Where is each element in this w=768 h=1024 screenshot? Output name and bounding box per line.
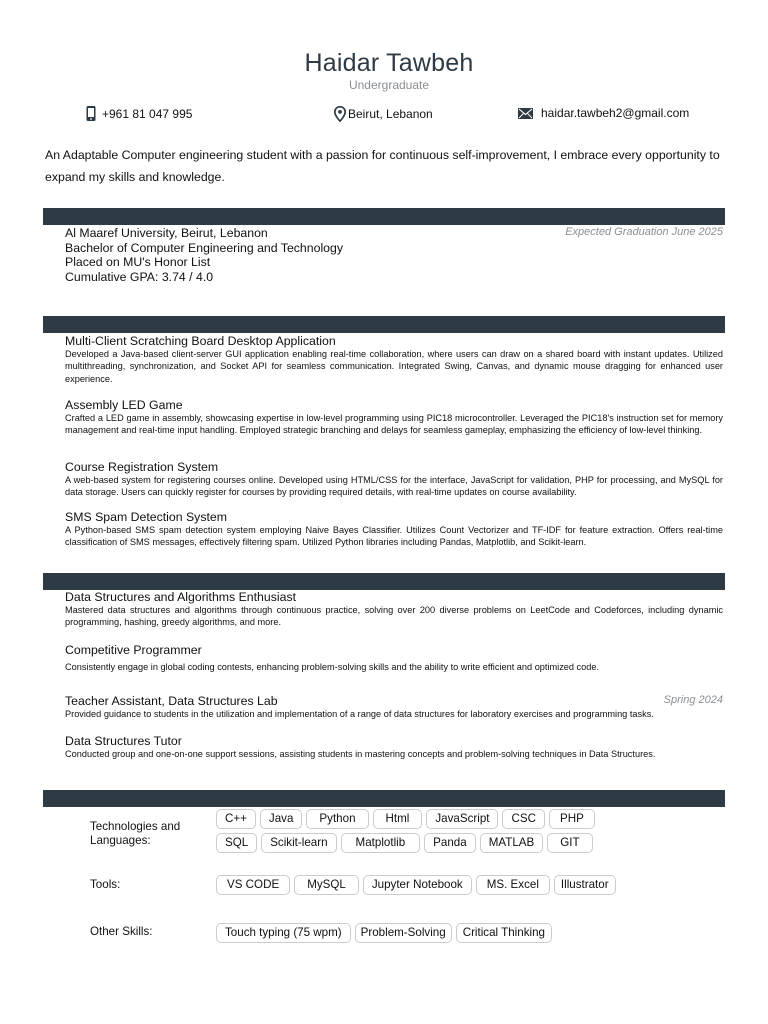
contact-email xyxy=(518,106,689,120)
skill-chip: SQL xyxy=(216,833,257,853)
experience-title: Data Structures and Algorithms Enthusiast xyxy=(65,590,297,604)
project-description: A web-based system for registering courses online. Developed using HTML/CSS for the interface, JavaScript for validation, PHP for processing, and MySQL for data storage. Users can quickly register for courses by providing required details, with real-time updates on course availability. xyxy=(65,475,723,498)
other-skill-chip: Problem-Solving xyxy=(355,923,452,943)
experience-title: Teacher Assistant, Data Structures Lab xyxy=(65,694,278,708)
education-entry xyxy=(65,226,723,284)
location-pin-icon xyxy=(334,106,346,122)
tool-chip: Jupyter Notebook xyxy=(363,875,472,895)
tool-chip: VS CODE xyxy=(216,875,290,895)
project-item xyxy=(65,460,723,499)
tool-chip: Illustrator xyxy=(554,875,616,895)
skills-label-technologies: Technologies and Languages: xyxy=(90,820,181,847)
experience-item xyxy=(65,694,723,720)
section-bar-education xyxy=(43,208,725,225)
section-bar-projects xyxy=(43,316,725,333)
honor-list: Placed on MU's Honor List xyxy=(65,255,211,270)
project-title: SMS Spam Detection System xyxy=(65,510,227,524)
experience-description: Provided guidance to students in the utilization and implementation of a range of data structures for laboratory exercises and programming tasks. xyxy=(65,709,654,719)
phone-text: +961 81 047 995 xyxy=(102,106,193,121)
experience-description: Consistently engage in global coding contests, enhancing problem-solving skills and the ability to write efficient and optimized code. xyxy=(65,662,600,672)
location-text: Beirut, Lebanon xyxy=(348,107,433,121)
other-skill-chip: Critical Thinking xyxy=(456,923,552,943)
project-item xyxy=(65,334,723,385)
skill-chip: Matplotlib xyxy=(341,833,421,853)
skills-label-other: Other Skills: xyxy=(90,925,153,938)
email-link[interactable]: haidar.tawbeh2@gmail.com xyxy=(541,106,690,120)
skill-chip: GIT xyxy=(547,833,592,853)
gpa: Cumulative GPA: 3.74 / 4.0 xyxy=(65,269,214,284)
experience-item xyxy=(65,643,723,673)
candidate-name: Haidar Tawbeh xyxy=(304,49,474,77)
contact-phone xyxy=(86,106,192,121)
envelope-icon xyxy=(518,108,533,119)
degree-name: Bachelor of Computer Engineering and Technology xyxy=(65,240,344,255)
tool-chip: MySQL xyxy=(294,875,359,895)
skill-chip: PHP xyxy=(549,809,595,829)
project-description: Developed a Java-based client-server GUI application enabling real-time collaboration, where users can draw on a shared board with instant updates. Utilized multithreading, synchronization, and Socket API for seamless communication. Integrated Swing, Canvas, and dynamic mouse dragging for enhanced user experience. xyxy=(65,349,723,384)
project-item xyxy=(65,510,723,549)
project-title: Multi-Client Scratching Board Desktop Application xyxy=(65,334,336,348)
contact-location xyxy=(334,106,433,122)
skill-chip: Panda xyxy=(424,833,476,853)
project-title: Assembly LED Game xyxy=(65,398,183,412)
tech-chip-row-2 xyxy=(216,833,593,853)
skill-chip: Scikit-learn xyxy=(261,833,336,853)
skill-chip: Java xyxy=(260,809,303,829)
project-description: Crafted a LED game in assembly, showcasing expertise in low-level programming using PIC18 microcontroller. Leveraged the PIC18's instruction set for memory management and real-time input handling. Employed strategic branching and delays for seamless gameplay, emphasizing the efficiency of low-level thinking. xyxy=(65,413,723,436)
skill-chip: JavaScript xyxy=(426,809,498,829)
skill-chip: Html xyxy=(373,809,423,829)
project-item xyxy=(65,398,723,437)
phone-icon xyxy=(86,106,96,121)
experience-description: Mastered data structures and algorithms through continuous practice, solving over 200 diverse problems on LeetCode and Codeforces, including dynamic programming, hashing, greedy algorithms, and more. xyxy=(65,605,723,628)
university-name: Al Maaref University, Beirut, Lebanon xyxy=(65,226,268,240)
graduation-date: Expected Graduation June 2025 xyxy=(565,226,723,238)
section-bar-experience xyxy=(43,573,725,590)
skill-chip: C++ xyxy=(216,809,256,829)
experience-title: Competitive Programmer xyxy=(65,643,202,657)
tool-chip: MS. Excel xyxy=(476,875,550,895)
experience-item xyxy=(65,734,723,760)
profile-summary: An Adaptable Computer engineering student with a passion for continuous self-improvement, I embrace every opportunity to expand my skills and knowledge. xyxy=(45,148,720,184)
tech-chip-row-1 xyxy=(216,809,595,829)
experience-description: Conducted group and one-on-one support sessions, assisting students in mastering concepts and problem-solving techniques in Data Structures. xyxy=(65,749,656,759)
project-description: A Python-based SMS spam detection system employing Naive Bayes Classifier. Utilizes Count Vectorizer and TF-IDF for feature extraction. Offers real-time classification of SMS messages, effectively filtering spam. Utilized Python libraries including Pandas, Matplotlib, and Scikit-learn. xyxy=(65,525,723,548)
skill-chip: MATLAB xyxy=(480,833,544,853)
section-bar-skills xyxy=(43,790,725,807)
experience-title: Data Structures Tutor xyxy=(65,734,182,748)
other-skills-chip-row xyxy=(216,923,552,943)
skill-chip: Python xyxy=(306,809,368,829)
experience-item xyxy=(65,590,723,629)
project-title: Course Registration System xyxy=(65,460,219,474)
other-skill-chip: Touch typing (75 wpm) xyxy=(216,923,351,943)
experience-date: Spring 2024 xyxy=(663,694,723,706)
candidate-subtitle: Undergraduate xyxy=(348,78,430,92)
tools-chip-row xyxy=(216,875,616,895)
skill-chip: CSC xyxy=(502,809,544,829)
skills-label-tools: Tools: xyxy=(90,878,121,891)
